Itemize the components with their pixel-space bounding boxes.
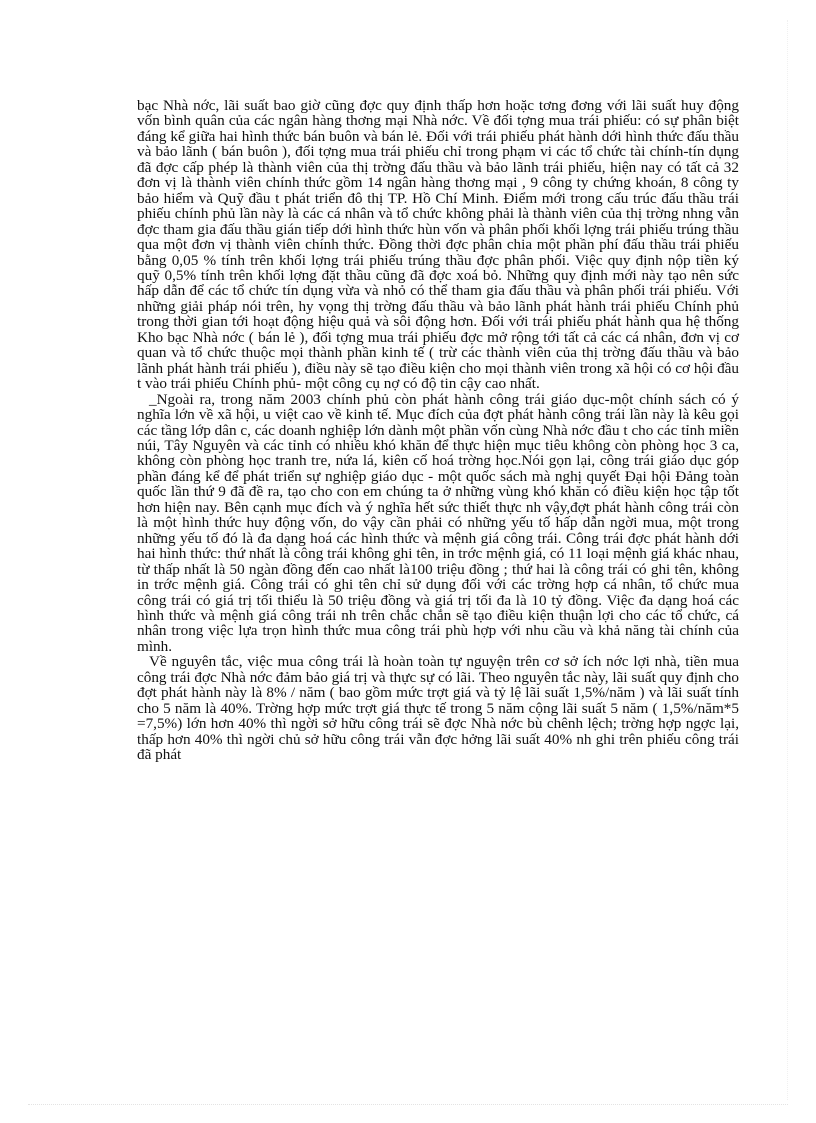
paragraph-education-bond: _Ngoài ra, trong năm 2003 chính phủ còn phát hành công trái giáo dục-một chính sách có ý nghĩa lớn về xã hội, u việt cao về kinh tế. Mục đích của đợt phát hành công trái lần này là kêu gọi các tầng lớp dân c, các doanh nghiệp lớn dành một phần vốn cùng Nhà nớc đầu t cho các tỉnh miền núi, Tây Nguyên và các tỉnh có nhiều khó khăn để thực hiện mục tiêu không còn phòng học 3 ca, không còn phòng học tranh tre, nứa lá, kiên cố hoá trờng học.Nói gọn lại, công trái giáo dục góp phần đáng kể để phát triển sự nghiệp giáo dục - một quốc sách mà nghị quyết Đại hội Đảng toàn quốc lần thứ 9 đã đề ra, tạo cho con em chúng ta ở những vùng khó khăn có điều kiện học tập tốt hơn hiện nay. Bên cạnh mục đích và ý nghĩa hết sức thiết thực nh vậy,đợt phát hành công trái còn là một hình thức huy động vốn, do vậy cần phải có những yếu tố hấp dẫn ngời mua, một trong những yếu tố đó là đa dạng hoá các hình thức và mệnh giá công trái. Công trái đợc phát hành dới hai hình thức: thứ nhất là công trái không ghi tên, in trớc mệnh giá, có 11 loại mệnh giá khác nhau, từ thấp nhất là 50 ngàn đồng đến cao nhất là100 triệu đồng ; thứ hai là công trái có ghi tên, không in trớc mệnh giá. Công trái có ghi tên chỉ sử dụng đối với các trờng hợp cá nhân, tổ chức mua công trái có giá trị tối thiểu là 50 triệu đồng và giá trị tối đa là 10 tỷ đồng. Việc đa dạng hoá các hình thức và mệnh giá công trái nh trên chắc chắn sẽ tạo điều kiện thuận lợi cho các tổ chức, cá nhân trong việc lựa trọn hình thức mua công trái phù hợp với nhu cầu và khả năng tài chính của mình. xyxy=(137,390,739,655)
page-right-border xyxy=(787,20,788,1100)
paragraph-interest-principle: Về nguyên tắc, việc mua công trái là hoàn toàn tự nguyện trên cơ sở ích nớc lợi nhà, tiền mua công trái đợc Nhà nớc đảm bảo giá trị và thực sự có lãi. Theo nguyên tắc này, lãi suất quy định cho đợt phát hành này là 8% / năm ( bao gồm mức trợt giá và tỷ lệ lãi suất 1,5%/năm ) và lãi suất tính cho 5 năm là 40%. Trờng hợp mức trợt giá thực tế trong 5 năm cộng lãi suất 5 năm ( 1,5%/năm*5 =7,5%) lớn hơn 40% thì ngời sở hữu công trái sẽ đợc Nhà nớc bù chênh lệch; trờng hợp ngợc lại, thấp hơn 40% thì ngời chủ sở hữu công trái vẫn đợc hởng lãi suất 40% nh ghi trên phiếu công trái đã phát xyxy=(137,653,739,764)
paragraph-bond-participants: bạc Nhà nớc, lãi suất bao giờ cũng đợc quy định thấp hơn hoặc tơng đơng với lãi suất huy động vốn bình quân của các ngân hàng thơng mại Nhà nớc. Về đối tợng mua trái phiếu: có sự phân biệt đáng kể giữa hai hình thức bán buôn và bán lẻ. Đối với trái phiếu phát hành dới hình thức đấu thầu và bảo lãnh ( bán buôn ), đối tợng mua trái phiếu chỉ trong phạm vi các tổ chức tài chính-tín dụng đã đợc cấp phép là thành viên của thị trờng đấu thầu và bảo lãnh trái phiếu, hiện nay có tất cả 32 đơn vị là thành viên chính thức gồm 14 ngân hàng thơng mại , 9 công ty chứng khoán, 8 công ty bảo hiểm và Quỹ đầu t phát triển đô thị TP. Hồ Chí Minh. Điểm mới trong cấu trúc đấu thầu trái phiếu chính phủ lần này là các cá nhân và tổ chức không phải là thành viên của thị trờng nhng vẫn đợc tham gia đấu thầu gián tiếp dới hình thức hùn vốn và phân phối khối lợng trái phiếu trúng thầu qua một đơn vị thành viên chính thức. Đồng thời đợc phân chia một phần phí đấu thầu trái phiếu bằng 0,05 % tính trên khối lợng trái phiếu trúng thầu đợc phân phối. Việc quy định nộp tiền ký quỹ 0,5% tính trên khối lợng đặt thầu cũng đã đợc xoá bỏ. Những quy định mới này tạo nên sức hấp dẫn để các tổ chức tín dụng vừa và nhỏ có thể tham gia đấu thầu và phân phối trái phiếu. Với những giải pháp nói trên, hy vọng thị trờng đấu thầu và bảo lãnh phát hành trái phiếu Chính phủ trong thời gian tới hoạt động hiệu quả và sôi động hơn. Đối với trái phiếu phát hành qua hệ thống Kho bạc Nhà nớc ( bán lẻ ), đối tợng mua trái phiếu đợc mở rộng tới tất cả các cá nhân, đơn vị cơ quan và tổ chức thuộc mọi thành phần kinh tế ( trừ các thành viên của thị trờng đấu thầu và bảo lãnh phát hành trái phiếu ), điều này sẽ tạo điều kiện cho mọi thành viên trong xã hội có cơ hội đầu t vào trái phiếu Chính phủ- một công cụ nợ có độ tin cậy cao nhất. xyxy=(137,97,739,393)
body-text xyxy=(137,98,739,762)
page-bottom-border xyxy=(28,1104,788,1105)
